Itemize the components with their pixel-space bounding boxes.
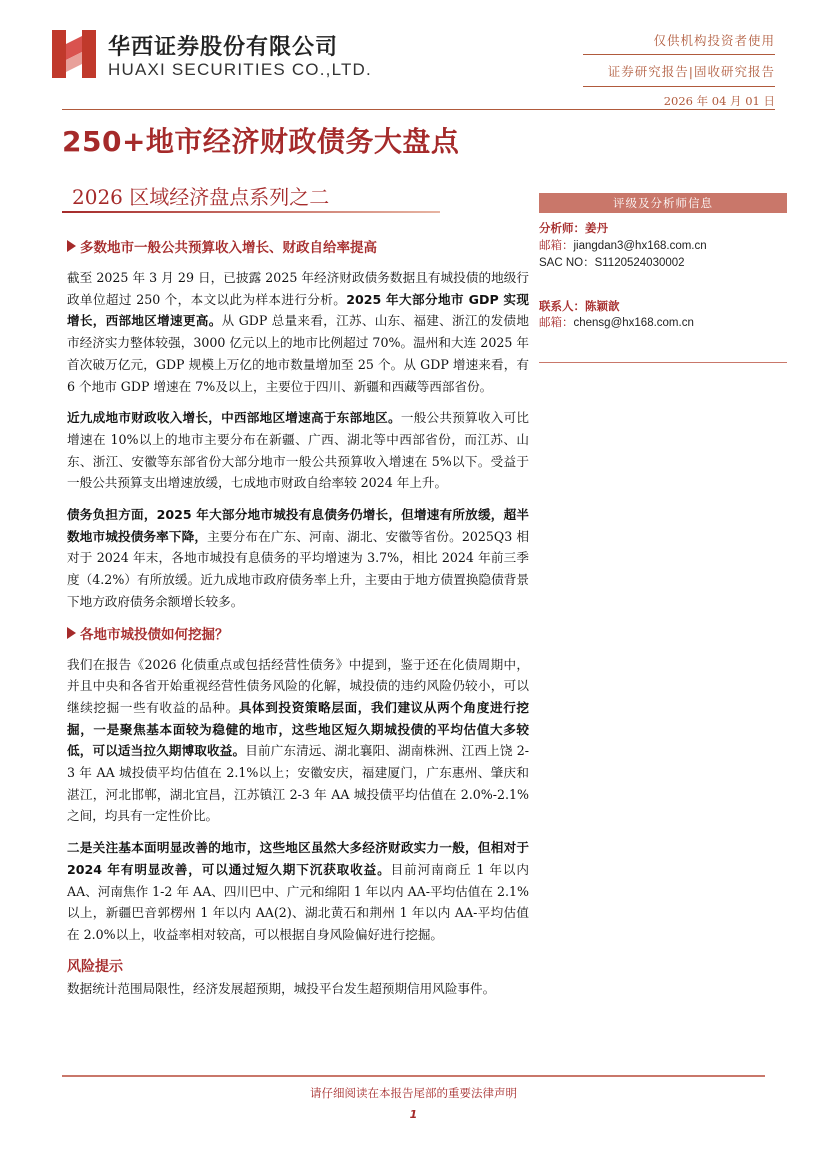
sidebar-heading: 评级及分析师信息 <box>539 193 787 213</box>
para-text: 我们在报告《2026 化债重点或包括经营性债务》中提到，鉴于还在化债周期中，并且中央和各省开始重视经营性债务风险的化解，城投债的违约风险仍较小，可以继续挖掘一些有收益的品种。 <box>67 656 529 715</box>
sac-label: SAC NO： <box>539 257 595 269</box>
contact-label: 联系人： <box>539 298 585 313</box>
para-text: 主要分布在广东、河南、湖北、安徽等省份。2025Q3 相对于 2024 年末，各地市城投有息债务的平均增速为 3.7%，相比 2024 年前三季度（4.2%）有所放缓。近九成地市政府债务率上升，主要由于地方债置换隐债背景下地方政府债务余额增长较多。 <box>67 528 530 609</box>
analyst-row <box>539 220 787 237</box>
risk-heading: 风险提示 <box>67 958 123 975</box>
company-name-en: HUAXI SECURITIES CO.,LTD. <box>108 60 372 79</box>
triangle-bullet-icon <box>67 627 76 639</box>
contact-email[interactable]: chensg@hx168.com.cn <box>573 317 694 329</box>
paragraph <box>67 504 529 613</box>
sidebar-bottom-rule <box>539 362 787 363</box>
para-bold-text: 近九成地市财政收入增长，中西部地区增速高于东部地区。 <box>67 410 401 426</box>
analyst-label: 分析师： <box>539 221 585 235</box>
para-text: 一般公共预算收入可比增速在 10%以上的地市主要分布在新疆、广西、湖北等中西部省份，而江苏、山东、浙江、安徽等东部省份大部分地市一般公共预算收入增速在 5%以下。受益于一般公共预算支出增速放缓，七成地市财政自给率较 2024 年上升。 <box>67 410 530 491</box>
analyst-email[interactable]: jiangdan3@hx168.com.cn <box>573 239 707 252</box>
header-bottom-rule <box>62 109 775 110</box>
triangle-bullet-icon <box>67 240 76 252</box>
contact-mail-row <box>539 314 787 332</box>
company-name-cn: 华西证券股份有限公司 <box>108 35 339 60</box>
sac-row <box>539 254 787 272</box>
subtitle-underline <box>62 211 440 213</box>
analyst-mail-row <box>539 237 787 255</box>
analyst-name: 姜丹 <box>585 221 608 235</box>
para-bold-text: 2025 年大部分地市 GDP 实现增长，西部地区增速更高。 <box>67 291 529 329</box>
risk-paragraph: 数据统计范围局限性，经济发展超预期，城投平台发生超预期信用风险事件。 <box>67 980 496 996</box>
contact-row <box>539 298 787 315</box>
para-text: 目前广东清远、湖北襄阳、湖南株洲、江西上饶 2-3 年 AA 城投债平均估值在 2.1%以上；安徽安庆，福建厦门，广东惠州、肇庆和湛江，河北邯郸，湖北宜昌，江苏镇江 2-3 年 AA 城投债平均估值在 2.0%-2.1%之间，均具有一定性价比。 <box>67 743 529 824</box>
paragraph <box>67 407 529 494</box>
paragraph <box>67 267 529 397</box>
para-bold-text: 具体到投资策略层面，我们建议从两个角度进行挖掘，一是聚焦基本面较为稳健的地市，这些地区短久期城投债的平均估值大多较低，可以适当拉久期博取收益。 <box>67 699 530 759</box>
paragraph <box>67 837 529 946</box>
para-text: 截至 2025 年 3 月 29 日，已披露 2025 年经济财政债务数据且有城投债的地级行政单位超过 250 个，本文以此为样本进行分析。 <box>67 270 529 307</box>
section-heading-text: 多数地市一般公共预算收入增长、财政自给率提高 <box>80 240 377 256</box>
contact-name: 陈颖歆 <box>585 298 620 313</box>
page-number: 1 <box>409 1108 418 1121</box>
footer-rule <box>62 1075 765 1077</box>
para-bold-text: 二是关注基本面明显改善的地市，这些地区虽然大多经济财政实力一般，但相对于 2024 年有明显改善，可以通过短久期下沉获取收益。 <box>67 840 529 877</box>
para-bold-text: 债务负担方面，2025 年大部分地市城投有息债务仍增长，但增速有所放缓，超半数地市城投债务率下降， <box>67 507 529 544</box>
main-content <box>67 236 529 1009</box>
report-subtitle: 2026 区域经济盘点系列之二 <box>72 185 330 209</box>
section-heading <box>67 236 529 256</box>
mail-label: 邮箱： <box>539 315 574 329</box>
header-divider <box>583 54 775 55</box>
report-title: 250+地市经济财政债务大盘点 <box>62 125 460 158</box>
para-text: 从 GDP 总量来看，江苏、山东、福建、浙江的发债地市经济实力整体较强，3000 亿元以上的地市比例超过 70%。温州和大连 2025 年首次破万亿元，GDP 规模上万亿的地市数量增加至 25 个。从 GDP 增速来看，有 6 个地市 GDP 增速在 7%及以上，主要位于四川、新疆和西藏等西部省份。 <box>67 313 530 394</box>
mail-label: 邮箱： <box>539 237 574 252</box>
section-heading-text: 各地市城投债如何挖掘？ <box>80 626 229 643</box>
paragraph <box>67 654 529 828</box>
para-text: 目前河南商丘 1 年以内 AA、河南焦作 1-2 年 AA、四川巴中、广元和绵阳 1 年以内 AA-平均估值在 2.1%以上，新疆巴音郭楞州 1 年以内 AA(2)、湖北黄石和荆州 1 年以内 AA-平均估值在 2.0%以上，收益率相对较高，可以根据自身风险偏好进行挖掘。 <box>67 861 529 942</box>
legal-notice: 请仔细阅读在本报告尾部的重要法律声明 <box>310 1086 517 1100</box>
huaxi-logo-icon <box>52 30 96 78</box>
analyst-sidebar <box>539 193 787 363</box>
header-divider <box>583 86 775 87</box>
report-type: 证券研究报告|固收研究报告 <box>607 64 775 79</box>
sac-number: S1120524030002 <box>594 257 685 269</box>
report-date: 2026 年 04 月 01 日 <box>663 94 775 108</box>
audience-note: 仅供机构投资者使用 <box>653 33 775 48</box>
section-heading <box>67 623 529 643</box>
